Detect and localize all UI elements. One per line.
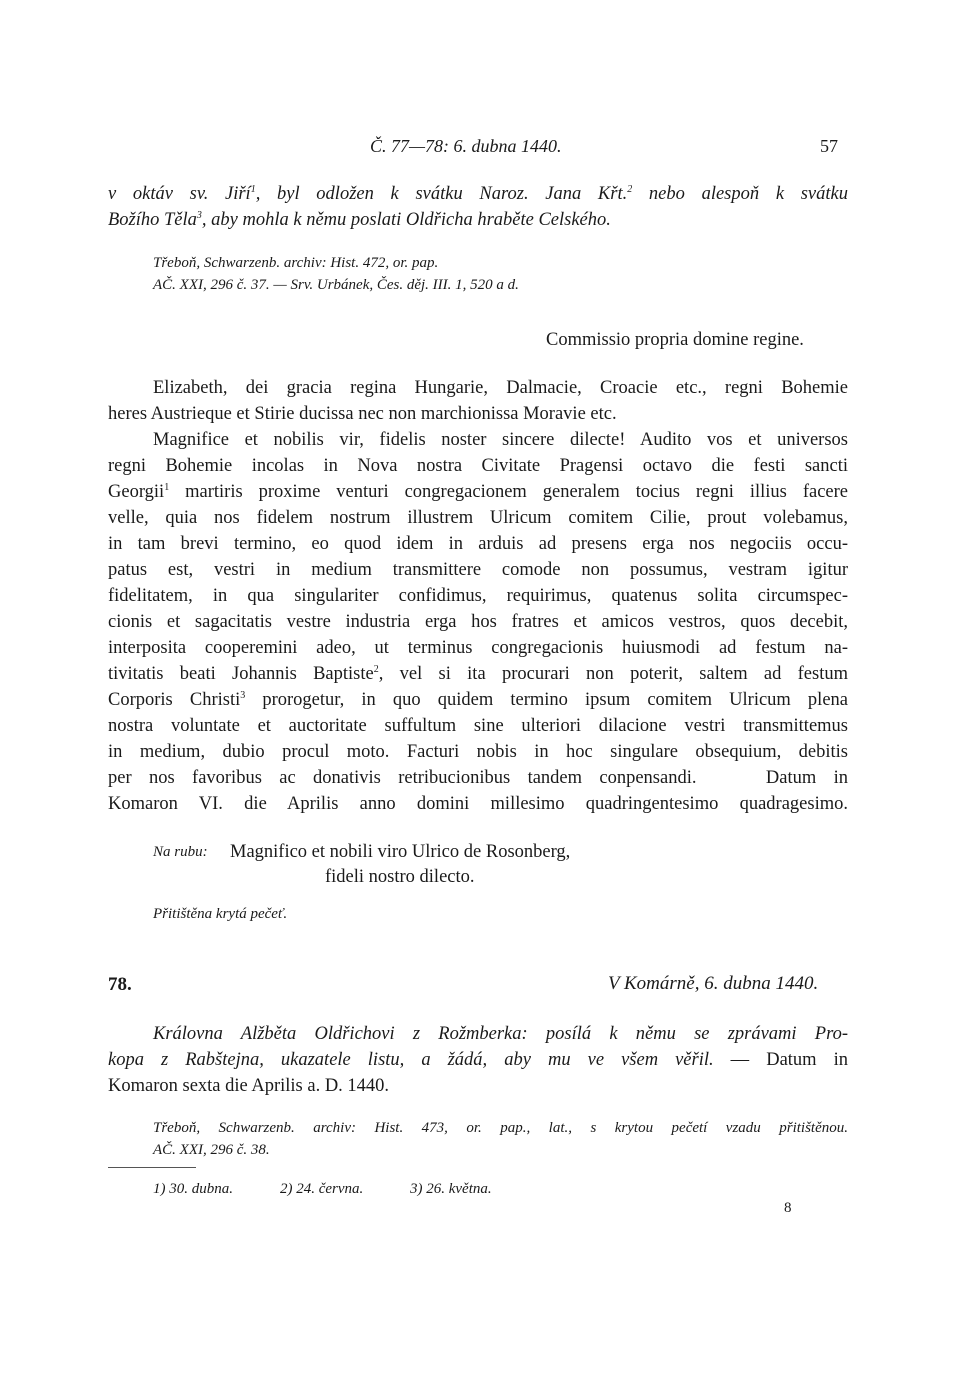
intro-line-2: Božího Těla$^3$, aby mohla k němu poslati Oldřicha hraběte Celského. [108, 209, 611, 230]
commissio-note: Commissio propria domine regine. [546, 330, 804, 350]
running-head: Č. 77—78: 6. dubna 1440. [370, 136, 562, 156]
letter-line: in tam brevi termino, eo quod idem in arduis ad presens erga nos negociis occu- [108, 534, 848, 554]
document-place-date: V Komárně, 6. dubna 1440. [608, 973, 819, 994]
address-line-1: Magnifico et nobili viro Ulrico de Rosonberg, [230, 842, 571, 862]
page-number: 57 [820, 136, 838, 156]
source-line-1: Třeboň, Schwarzenb. archiv: Hist. 472, or. pap. [153, 255, 439, 271]
footnote-1: 1) 30. dubna. [153, 1181, 233, 1197]
summary-line-3: Komaron sexta die Aprilis a. D. 1440. [108, 1076, 390, 1096]
letter-line: Magnifice et nobilis vir, fidelis noster sincere dilecte! Audito vos et universos [153, 430, 848, 450]
letter-line: velle, quia nos fidelem nostrum illustrem Ulricum comitem Cilie, prout volebamus, [108, 508, 848, 528]
footnote-rule [108, 1167, 196, 1168]
letter-line: cionis et sagacitatis vestre industria erga hos fratres et amicos vestros, quos decebit, [108, 612, 848, 632]
source-line-2: AČ. XXI, 296 č. 38. [153, 1142, 270, 1158]
letter-line: patus est, vestri in medium transmittere comode non possumus, vestram igitur [108, 560, 848, 580]
intro-line-1: v oktáv sv. Jiří$^1$, byl odložen k svátku Naroz. Jana Křt.$^2$ nebo alespoň k svátku [108, 183, 848, 204]
signature-mark: 8 [784, 1200, 792, 1216]
letter-line: nostra voluntate et auctoritate suffultum sine ulteriori dilacione vestri transmittemus [108, 716, 848, 736]
summary-line-2: kopa z Rabštejna, ukazatele listu, a žádá, aby mu ve všem věřil. — Datum in [108, 1050, 848, 1070]
letter-line: Komaron VI. die Aprilis anno domini millesimo quadringentesimo quadragesimo. [108, 794, 848, 814]
letter-line: tivitatis beati Johannis Baptiste$^2$, vel si ita procurari non poterit, saltem ad festum [108, 663, 848, 684]
document-number: 78. [108, 974, 132, 995]
letter-line: in medium, dubio procul moto. Facturi nobis in hoc singulare obsequium, debitis [108, 742, 848, 762]
source-line-2: AČ. XXI, 296 č. 37. — Srv. Urbánek, Čes. děj. III. 1, 520 a d. [153, 277, 519, 293]
summary-line-1: Královna Alžběta Oldřichovi z Rožmberka: posílá k němu se zprávami Pro- [153, 1024, 848, 1044]
letter-line: fidelitatem, in qua singulariter confidimus, requirimus, quatenus solita circumspec- [108, 586, 848, 606]
footnote-3: 3) 26. května. [410, 1181, 492, 1197]
address-label: Na rubu: [153, 844, 208, 860]
letter-line: interposita cooperemini adeo, ut terminus congregacionis huiusmodi ad festum na- [108, 638, 848, 658]
letter-line: per nos favoribus ac donativis retribucionibus tandem conpensandi. Datum in [108, 768, 848, 788]
letter-line: Elizabeth, dei gracia regina Hungarie, Dalmacie, Croacie etc., regni Bohemie [153, 378, 848, 398]
letter-line: heres Austrieque et Stirie ducissa nec non marchionissa Moravie etc. [108, 404, 617, 424]
letter-line: regni Bohemie incolas in Nova nostra Civitate Pragensi octavo die festi sancti [108, 456, 848, 476]
address-line-2: fideli nostro dilecto. [325, 867, 475, 887]
letter-line: Georgii$^1$ martiris proxime venturi congregacionem generalem tocius regni illius facere [108, 481, 848, 502]
letter-line: Corporis Christi$^3$ prorogetur, in quo quidem termino ipsum comitem Ulricum plena [108, 689, 848, 710]
source-line-1: Třeboň, Schwarzenb. archiv: Hist. 473, or. pap., lat., s krytou pečetí vzadu přitištěnou. [153, 1120, 848, 1136]
footnote-2: 2) 24. června. [280, 1181, 364, 1197]
seal-note: Přitištěna krytá pečeť. [153, 906, 288, 922]
